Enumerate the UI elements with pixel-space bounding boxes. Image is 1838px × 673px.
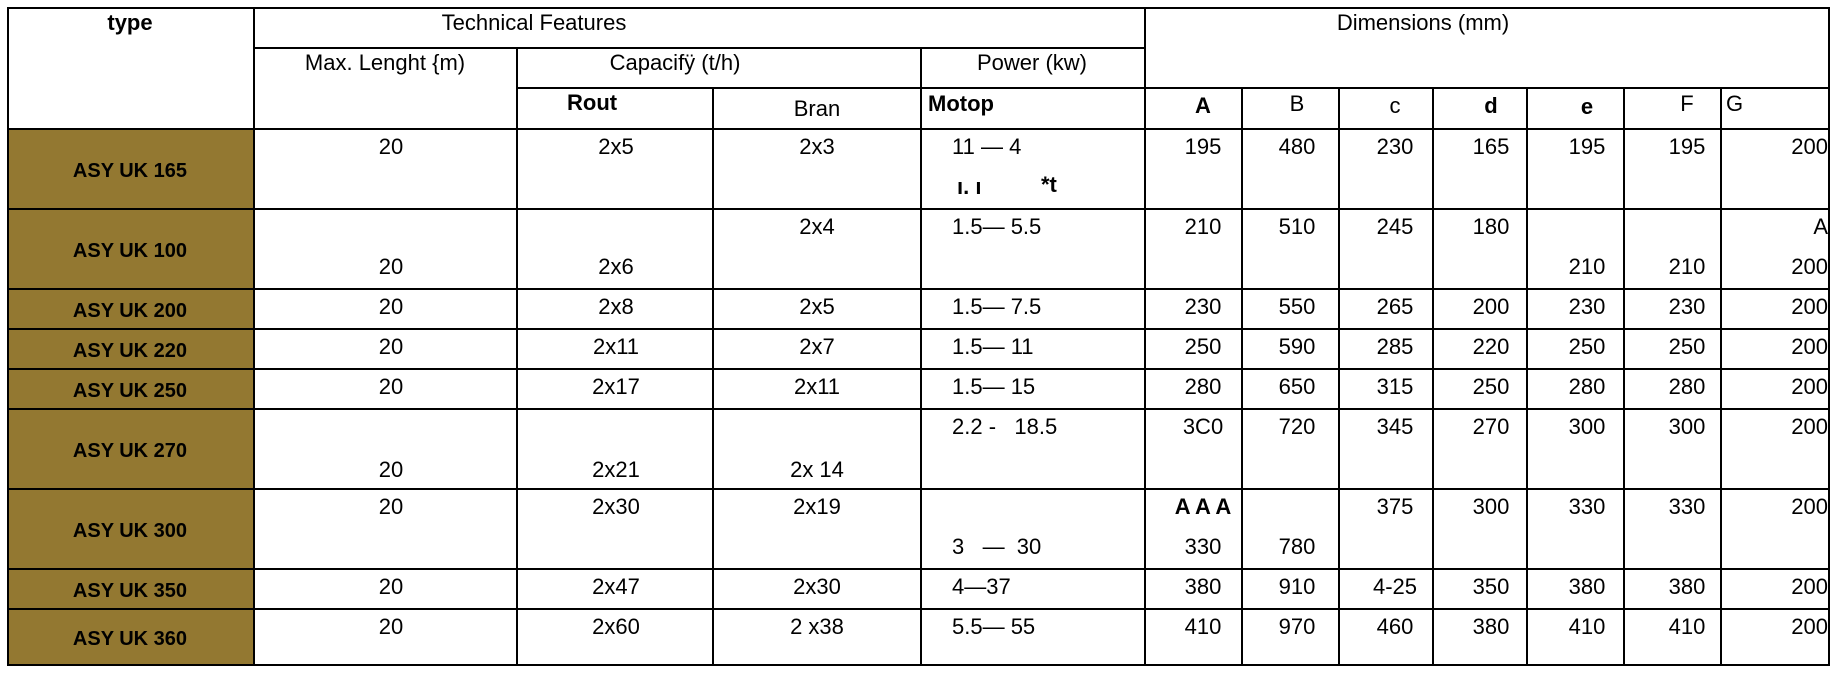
header-dim-a: A bbox=[1195, 93, 1211, 118]
cell-length: 20 bbox=[378, 614, 404, 639]
cell-dim-d: 250 bbox=[1472, 374, 1510, 399]
row-type: ASY UK 350 bbox=[72, 580, 188, 602]
cell-dim-b: 910 bbox=[1278, 574, 1316, 599]
cell-bran: 2 x38 bbox=[790, 614, 844, 639]
cell-rout: 2x60 bbox=[592, 614, 640, 639]
cell-power: 1.5— 15 bbox=[952, 374, 1036, 399]
row-type: ASY UK 165 bbox=[72, 160, 188, 182]
cell-dim-f: 330 bbox=[1668, 494, 1706, 519]
header-bran: Bran bbox=[793, 96, 841, 121]
header-max-length: Max. Lenght {m) bbox=[304, 50, 466, 75]
cell-length: 20 bbox=[378, 494, 404, 519]
cell-dim-d: 300 bbox=[1472, 494, 1510, 519]
cell-dim-c: 245 bbox=[1376, 214, 1414, 239]
cell-dim-e: 380 bbox=[1568, 574, 1606, 599]
table-grid bbox=[7, 7, 1830, 666]
cell-rout: 2x6 bbox=[598, 254, 634, 279]
cell-length: 20 bbox=[378, 334, 404, 359]
row-type: ASY UK 360 bbox=[72, 628, 188, 650]
cell-rout: 2x21 bbox=[592, 457, 640, 482]
cell-dim-d: 220 bbox=[1472, 334, 1510, 359]
cell-dim-b: 780 bbox=[1278, 534, 1316, 559]
cell-dim-f: 300 bbox=[1668, 414, 1706, 439]
row-type: ASY UK 250 bbox=[72, 380, 188, 402]
cell-length: 20 bbox=[378, 134, 404, 159]
cell-bran: 2x11 bbox=[793, 374, 841, 399]
header-rout: Rout bbox=[567, 90, 618, 115]
cell-dim-a-note: A A A bbox=[1174, 494, 1232, 519]
cell-dim-e: 330 bbox=[1568, 494, 1606, 519]
row-type: ASY UK 200 bbox=[72, 300, 188, 322]
cell-dim-g: 200 bbox=[1791, 374, 1828, 399]
header-dim-d: d bbox=[1484, 93, 1498, 118]
cell-dim-f: 380 bbox=[1668, 574, 1706, 599]
cell-dim-b: 970 bbox=[1278, 614, 1316, 639]
cell-power: 2.2 - 18.5 bbox=[952, 414, 1058, 439]
header-dim-c: c bbox=[1389, 93, 1401, 118]
cell-bran: 2x3 bbox=[799, 134, 835, 159]
cell-length: 20 bbox=[378, 374, 404, 399]
cell-dim-d: 165 bbox=[1472, 134, 1510, 159]
cell-dim-c: 345 bbox=[1376, 414, 1414, 439]
cell-power-note: ı. ı bbox=[957, 174, 982, 199]
cell-bran: 2x30 bbox=[793, 574, 841, 599]
cell-dim-a: 3C0 bbox=[1182, 414, 1224, 439]
cell-dim-d: 380 bbox=[1472, 614, 1510, 639]
spec-table bbox=[7, 7, 1830, 666]
cell-dim-f: 250 bbox=[1668, 334, 1706, 359]
row-type: ASY UK 300 bbox=[72, 520, 188, 542]
row-type: ASY UK 100 bbox=[72, 240, 188, 262]
cell-dim-g: 200 bbox=[1791, 574, 1828, 599]
cell-dim-g: 200 bbox=[1791, 254, 1828, 279]
cell-power: 11 — 4 bbox=[952, 134, 1022, 159]
cell-dim-e: 280 bbox=[1568, 374, 1606, 399]
cell-dim-a: 280 bbox=[1184, 374, 1222, 399]
cell-dim-f: 410 bbox=[1668, 614, 1706, 639]
cell-dim-a: 195 bbox=[1184, 134, 1222, 159]
cell-length: 20 bbox=[378, 254, 404, 279]
cell-bran: 2x4 bbox=[799, 214, 835, 239]
cell-rout: 2x5 bbox=[598, 134, 634, 159]
cell-dim-d: 180 bbox=[1472, 214, 1510, 239]
cell-dim-c: 460 bbox=[1376, 614, 1414, 639]
row-type: ASY UK 270 bbox=[72, 440, 188, 462]
header-type: type bbox=[107, 10, 153, 35]
cell-dim-g: 200 bbox=[1791, 614, 1828, 639]
cell-dim-e: 300 bbox=[1568, 414, 1606, 439]
header-power: Power (kw) bbox=[976, 50, 1088, 75]
cell-dim-g: 200 bbox=[1791, 134, 1828, 159]
cell-length: 20 bbox=[378, 574, 404, 599]
cell-dim-c: 230 bbox=[1376, 134, 1414, 159]
cell-bran: 2x5 bbox=[799, 294, 835, 319]
cell-dim-f: 230 bbox=[1668, 294, 1706, 319]
cell-rout: 2x11 bbox=[592, 334, 640, 359]
cell-dim-a: 230 bbox=[1184, 294, 1222, 319]
cell-dim-b: 650 bbox=[1278, 374, 1316, 399]
header-dim-f: F bbox=[1680, 91, 1694, 116]
cell-dim-e: 210 bbox=[1568, 254, 1606, 279]
cell-dim-g: 200 bbox=[1791, 414, 1828, 439]
cell-dim-d: 200 bbox=[1472, 294, 1510, 319]
header-dim-e: e bbox=[1580, 94, 1594, 119]
cell-dim-d: 350 bbox=[1472, 574, 1510, 599]
cell-dim-g: 200 bbox=[1791, 294, 1828, 319]
cell-dim-a: 210 bbox=[1184, 214, 1222, 239]
cell-dim-b: 590 bbox=[1278, 334, 1316, 359]
cell-dim-c: 315 bbox=[1376, 374, 1414, 399]
cell-rout: 2x8 bbox=[598, 294, 634, 319]
header-dim-g: G bbox=[1726, 91, 1744, 116]
cell-dim-e: 410 bbox=[1568, 614, 1606, 639]
cell-dim-e: 250 bbox=[1568, 334, 1606, 359]
header-capacity: Capacifÿ (t/h) bbox=[609, 50, 741, 75]
cell-dim-b: 480 bbox=[1278, 134, 1316, 159]
row-type: ASY UK 220 bbox=[72, 340, 188, 362]
cell-dim-a: 250 bbox=[1184, 334, 1222, 359]
cell-power: 5.5— 55 bbox=[952, 614, 1036, 639]
cell-rout: 2x17 bbox=[592, 374, 640, 399]
cell-dim-e: 230 bbox=[1568, 294, 1606, 319]
cell-dim-c: 375 bbox=[1376, 494, 1414, 519]
cell-power: 1.5— 11 bbox=[952, 334, 1034, 359]
header-dim-b: B bbox=[1289, 91, 1305, 116]
cell-power: 1.5— 5.5 bbox=[952, 214, 1042, 239]
cell-power-note2: *t bbox=[1041, 172, 1057, 197]
cell-dim-g: 200 bbox=[1791, 494, 1828, 519]
cell-power: 3 — 30 bbox=[952, 534, 1042, 559]
cell-bran: 2x19 bbox=[793, 494, 841, 519]
cell-rout: 2x30 bbox=[592, 494, 640, 519]
cell-dim-a: 330 bbox=[1184, 534, 1222, 559]
cell-dim-g-note: A bbox=[1813, 214, 1828, 239]
cell-dim-f: 210 bbox=[1668, 254, 1706, 279]
cell-power: 1.5— 7.5 bbox=[952, 294, 1042, 319]
cell-dim-b: 550 bbox=[1278, 294, 1316, 319]
cell-bran: 2x 14 bbox=[790, 457, 844, 482]
cell-dim-g: 200 bbox=[1791, 334, 1828, 359]
cell-rout: 2x47 bbox=[592, 574, 640, 599]
header-dimensions: Dimensions (mm) bbox=[1336, 10, 1510, 35]
cell-bran: 2x7 bbox=[799, 334, 835, 359]
cell-dim-f: 280 bbox=[1668, 374, 1706, 399]
cell-dim-b: 720 bbox=[1278, 414, 1316, 439]
cell-length: 20 bbox=[378, 294, 404, 319]
cell-dim-c: 285 bbox=[1376, 334, 1414, 359]
header-technical-features: Technical Features bbox=[441, 10, 627, 35]
cell-dim-c: 265 bbox=[1376, 294, 1414, 319]
cell-dim-a: 380 bbox=[1184, 574, 1222, 599]
cell-dim-d: 270 bbox=[1472, 414, 1510, 439]
cell-dim-f: 195 bbox=[1668, 134, 1706, 159]
cell-power: 4—37 bbox=[952, 574, 1011, 599]
cell-dim-a: 410 bbox=[1184, 614, 1222, 639]
header-motop: Motop bbox=[928, 91, 994, 116]
cell-length: 20 bbox=[378, 457, 404, 482]
cell-dim-c: 4-25 bbox=[1372, 574, 1418, 599]
cell-dim-b: 510 bbox=[1278, 214, 1316, 239]
cell-dim-e: 195 bbox=[1568, 134, 1606, 159]
